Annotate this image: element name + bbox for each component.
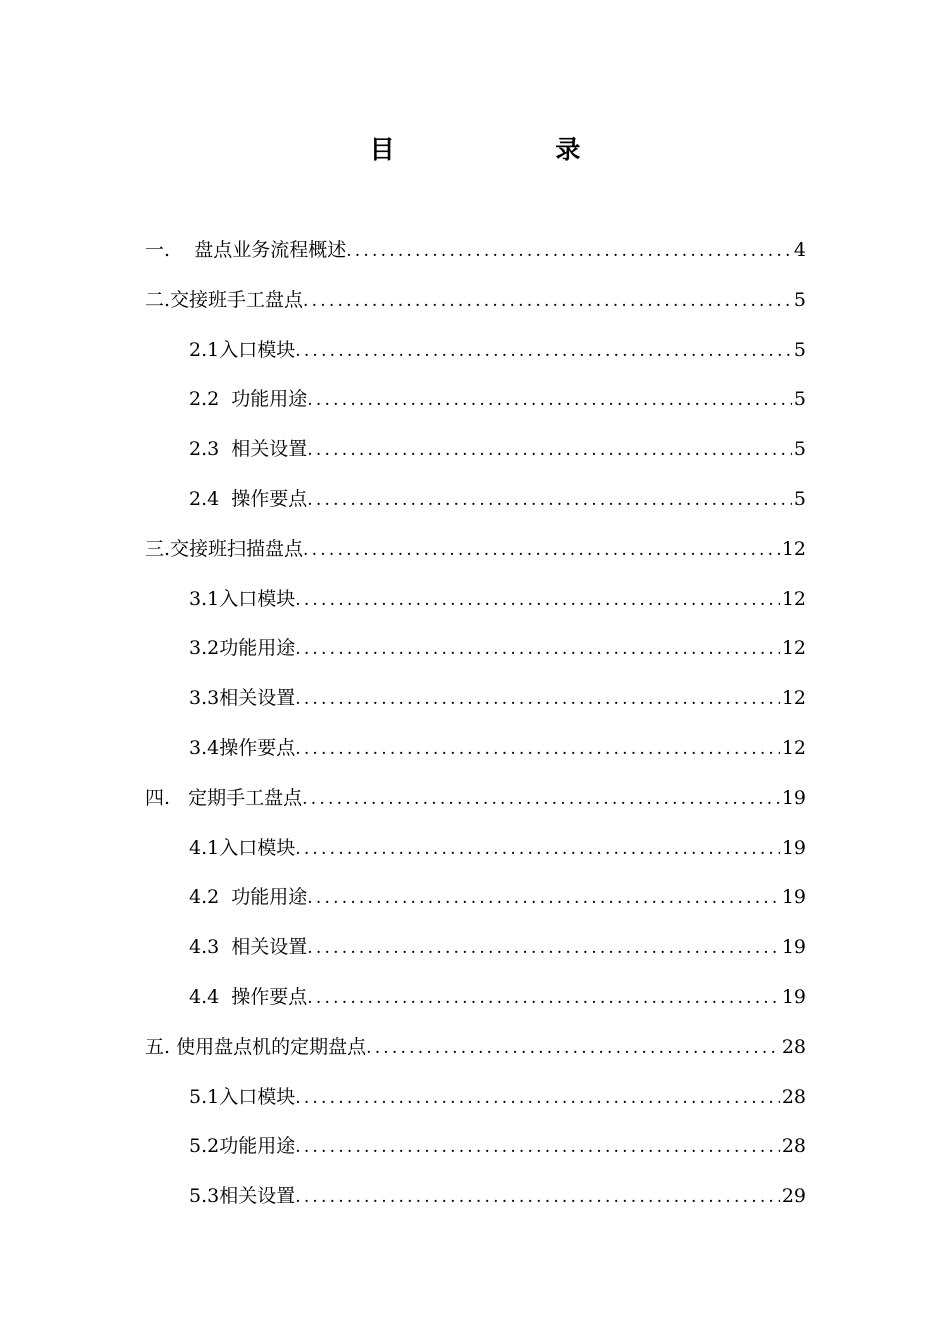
toc-entry[interactable] [189, 977, 806, 1017]
toc-entry-label: 3.1入口模块 [189, 587, 296, 610]
toc-page-number: 5 [793, 488, 806, 510]
toc-leader-dots [295, 1177, 780, 1217]
toc-leader-dots [346, 231, 792, 271]
toc-entry[interactable] [189, 1077, 806, 1117]
toc-entry-label: 4.2 功能用途 [189, 886, 308, 909]
toc-entry[interactable] [189, 479, 806, 519]
toc-page-number: 5 [793, 438, 806, 461]
toc-entry-label: 三.交接班扫描盘点 [145, 537, 304, 560]
toc-entry-label: 二.交接班手工盘点 [145, 288, 304, 311]
toc-entry-label: 3.4操作要点 [189, 737, 296, 759]
toc-page-number: 28 [781, 1135, 806, 1158]
toc-leader-dots [295, 580, 780, 620]
toc-page-number: 12 [781, 637, 806, 660]
toc-leader-dots [307, 878, 780, 918]
toc-page-number: 29 [781, 1185, 806, 1208]
toc-page-number: 19 [781, 936, 806, 959]
toc-leader-dots [307, 380, 792, 420]
toc-entry-label: 2.1入口模块 [189, 338, 296, 361]
toc-entry[interactable] [189, 379, 806, 419]
toc-leader-dots [303, 530, 780, 570]
toc-entry-label: 2.4 操作要点 [189, 488, 308, 510]
toc-entry[interactable] [189, 1176, 806, 1216]
toc-page-number: 12 [781, 687, 806, 710]
toc-page-number: 28 [781, 1035, 806, 1058]
toc-entry-label: 5.3相关设置 [189, 1185, 296, 1208]
toc-page-number: 28 [781, 1085, 806, 1108]
toc-entry-label: 3.2功能用途 [189, 637, 296, 660]
toc-entry[interactable] [145, 280, 806, 320]
toc-leader-dots [295, 729, 780, 769]
toc-entry[interactable] [189, 927, 806, 967]
toc-page-number: 5 [793, 338, 806, 361]
toc-entry-label: 一. 盘点业务流程概述 [145, 239, 347, 261]
toc-entry[interactable] [145, 778, 806, 818]
toc-page-number: 12 [781, 737, 806, 759]
toc-leader-dots [295, 1078, 780, 1118]
toc-entry[interactable] [189, 330, 806, 370]
toc-entry-label: 4.3 相关设置 [189, 936, 308, 959]
toc-entry[interactable] [189, 1126, 806, 1166]
toc-page-number: 19 [781, 836, 806, 859]
toc-page-number: 5 [793, 288, 806, 311]
toc-leader-dots [302, 779, 780, 819]
toc-entry[interactable] [189, 828, 806, 868]
toc-entry[interactable] [189, 678, 806, 718]
toc-leader-dots [307, 430, 792, 470]
toc-entry[interactable] [189, 579, 806, 619]
toc-entry-label: 四. 定期手工盘点 [145, 786, 303, 809]
toc-leader-dots [307, 978, 780, 1018]
toc-leader-dots [366, 1028, 780, 1068]
toc-entry[interactable] [189, 429, 806, 469]
toc-leader-dots [295, 1127, 780, 1167]
toc-entry-label: 4.1入口模块 [189, 836, 296, 859]
toc-entry[interactable] [189, 877, 806, 917]
toc-entry-label: 2.2 功能用途 [189, 388, 308, 411]
toc-entry-label: 4.4 操作要点 [189, 986, 308, 1008]
toc-leader-dots [295, 829, 780, 869]
toc-page-number: 12 [781, 537, 806, 560]
toc-page-number: 4 [793, 239, 806, 261]
toc-title: 目 录 [369, 135, 657, 164]
toc-entry-label: 2.3 相关设置 [189, 438, 308, 461]
toc-leader-dots [303, 281, 792, 321]
toc-entry[interactable] [145, 230, 806, 270]
toc-entry[interactable] [145, 529, 806, 569]
toc-leader-dots [295, 679, 780, 719]
toc-entry-label: 5.1入口模块 [189, 1085, 296, 1108]
toc-page-number: 19 [781, 786, 806, 809]
toc-leader-dots [295, 331, 792, 371]
toc-entry-label: 3.3相关设置 [189, 687, 296, 710]
toc-entry[interactable] [145, 1027, 806, 1067]
toc-entry-label: 5.2功能用途 [189, 1135, 296, 1158]
toc-page-number: 5 [793, 388, 806, 411]
toc-entry[interactable] [189, 628, 806, 668]
toc-page-number: 19 [781, 886, 806, 909]
toc-page-number: 19 [781, 986, 806, 1008]
toc-leader-dots [307, 928, 780, 968]
toc-leader-dots [295, 629, 780, 669]
toc-page-number: 12 [781, 587, 806, 610]
toc-entry-label: 五. 使用盘点机的定期盘点 [145, 1035, 367, 1058]
toc-entry[interactable] [189, 728, 806, 768]
toc-leader-dots [307, 480, 792, 520]
